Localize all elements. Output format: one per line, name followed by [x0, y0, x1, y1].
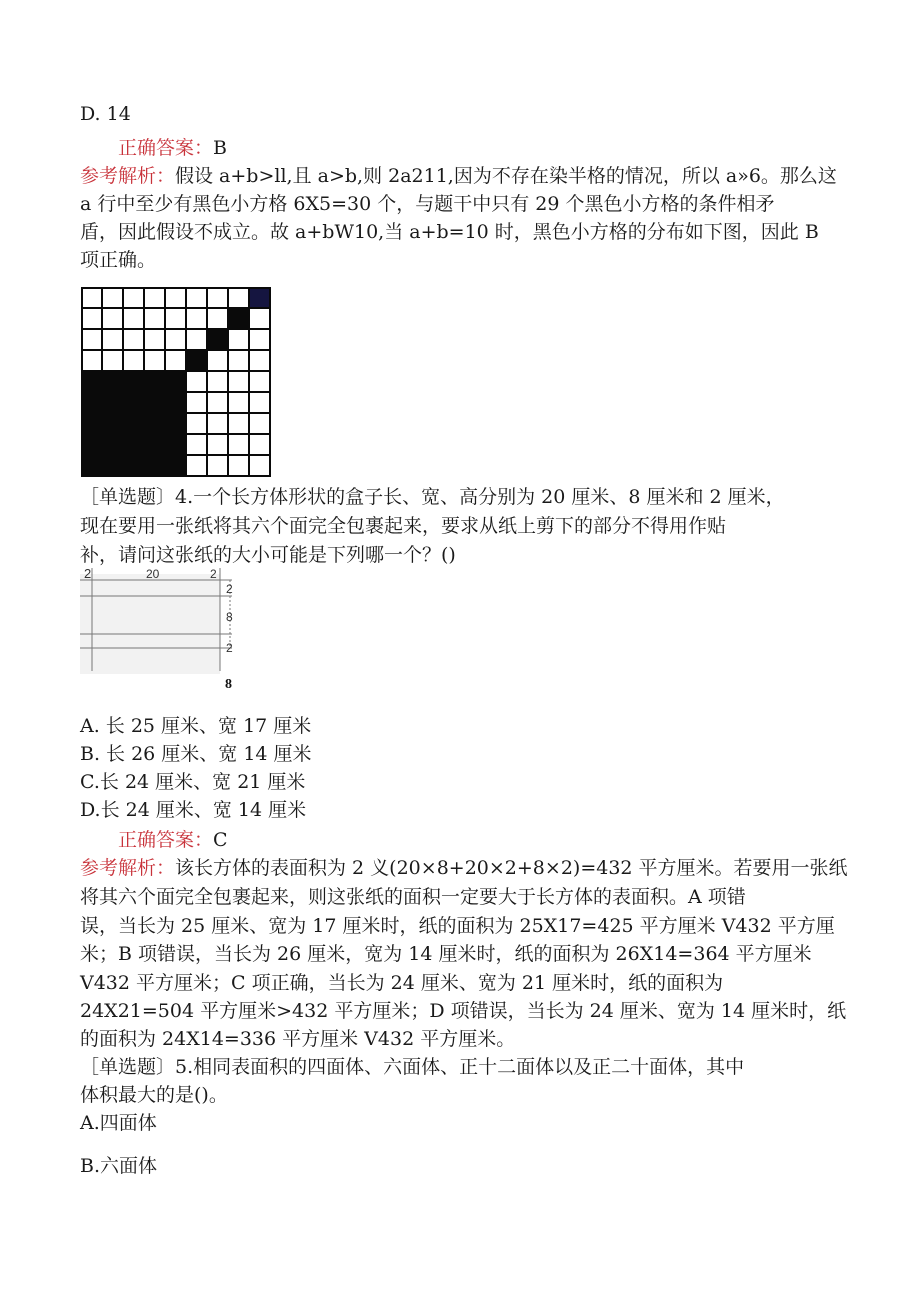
answer-label: 正确答案：: [118, 137, 214, 159]
top-label-mid: 20: [146, 567, 160, 581]
q4-option-d: D.长 24 厘米、宽 14 厘米: [80, 799, 307, 821]
analysis-label: 参考解析：: [80, 165, 176, 187]
black-square-block: [81, 371, 187, 477]
black-cell: [250, 287, 271, 308]
q4-analysis-text: 该长方体的表面积为 2 义(20×8+20×2+8×2)=432 平方厘米。若要用一张纸: [175, 857, 848, 879]
unfold-figure: [80, 566, 250, 696]
analysis-line-3: 盾，因此假设不成立。故 a+bW10,当 a+b=10 时，黑色小方格的分布如下图，因此 B: [80, 221, 819, 243]
q4-analysis-line-4: 米；B 项错误，当长为 26 厘米，宽为 14 厘米时，纸的面积为 26X14=364 平方厘米: [80, 943, 812, 965]
answer-value: B: [213, 137, 227, 159]
q4-option-a: A. 长 25 厘米、宽 17 厘米: [80, 715, 312, 737]
analysis-line-4: 项正确。: [80, 249, 157, 271]
q4-analysis-line-7: 的面积为 24X14=336 平方厘米 V432 平方厘米。: [80, 1028, 516, 1050]
q4-answer-value: C: [213, 829, 228, 851]
top-label-left: 2: [84, 566, 92, 581]
unfold-paper: [80, 574, 220, 674]
q4-option-b: B. 长 26 厘米、宽 14 厘米: [80, 743, 312, 765]
q4-analysis-line-2: 将其六个面完全包裹起来，则这张纸的面积一定要大于长方体的表面积。A 项错: [80, 886, 746, 908]
black-cell: [187, 350, 208, 371]
figure-caption: 8: [225, 677, 232, 692]
q4-stem-line-2: 现在要用一张纸将其六个面完全包裹起来，要求从纸上剪下的部分不得用作贴: [80, 515, 727, 537]
analysis-text: 假设 a+b>ll,且 a>b,则 2a211,因为不存在染半格的情况，所以 a»6。那么这: [175, 165, 837, 187]
side-label-top: 2: [226, 582, 233, 596]
side-label-bottom: 2: [226, 641, 233, 655]
q4-stem-line-3: 补，请问这张纸的大小可能是下列哪一个？(): [80, 544, 456, 566]
q5-stem-line-2: 体积最大的是()。: [80, 1084, 228, 1106]
q4-answer-line: [118, 826, 228, 854]
side-label-mid: 8: [226, 610, 233, 624]
analysis-line-2: a 行中至少有黑色小方格 6X5=30 个，与题干中只有 29 个黑色小方格的条件相矛: [80, 193, 775, 215]
q4-analysis-line-6: 24X21=504 平方厘米>432 平方厘米；D 项错误，当长为 24 厘米、宽为 14 厘米时，纸: [80, 1000, 847, 1022]
q4-analysis-label: 参考解析：: [80, 857, 176, 879]
q4-analysis-line-3: 误，当长为 25 厘米、宽为 17 厘米时，纸的面积为 25X17=425 平方厘米 V432 平方厘: [80, 915, 835, 937]
q4-analysis-line-5: V432 平方厘米；C 项正确，当长为 24 厘米、宽为 21 厘米时，纸的面积为: [80, 972, 724, 994]
q4-analysis-line-1: [80, 854, 848, 882]
option-d: D. 14: [80, 103, 131, 125]
answer-line: [118, 134, 227, 162]
grid-figure: [81, 287, 271, 477]
q5-option-b: B.六面体: [80, 1155, 158, 1177]
q4-answer-label: 正确答案：: [118, 829, 214, 851]
analysis-line-1: [80, 162, 837, 190]
q5-option-a: A.四面体: [80, 1112, 157, 1134]
q4-option-c: C.长 24 厘米、宽 21 厘米: [80, 771, 306, 793]
q5-stem-line-1: ［单选题〕5.相同表面积的四面体、六面体、正十二面体以及正二十面体，其中: [80, 1056, 745, 1078]
black-cell: [208, 329, 229, 350]
black-cell: [229, 308, 250, 329]
top-label-right: 2: [210, 567, 217, 581]
q4-stem-line-1: ［单选题〕4.一个长方体形状的盒子长、宽、高分别为 20 厘米、8 厘米和 2 厘米，: [80, 486, 785, 508]
